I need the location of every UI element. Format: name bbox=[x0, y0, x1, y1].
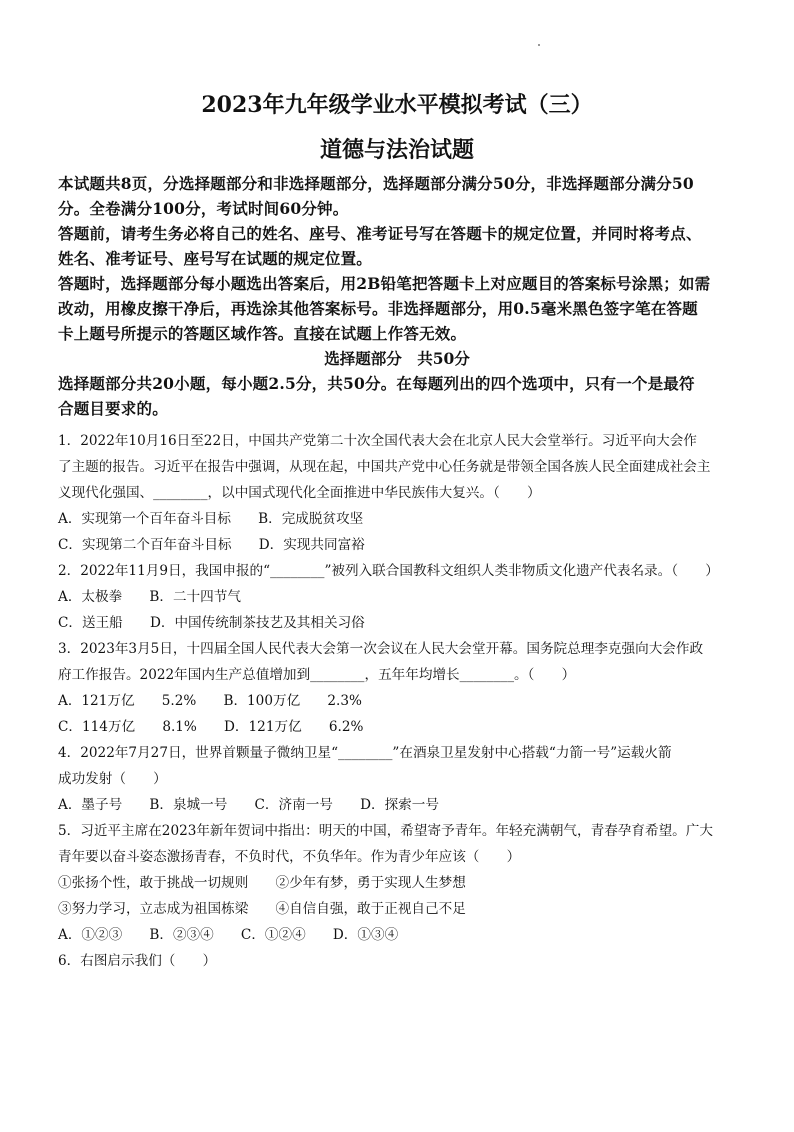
question-line: 2．2022年11月9日，我国申报的“________”被列入联合国教科文组织人类非物质文化遗产代表名录。（ ） bbox=[58, 563, 719, 579]
question-option: A．实现第一个百年奋斗目标 B．完成脱贫攻坚 bbox=[58, 511, 364, 527]
question-option: ①张扬个性，敢于挑战一切规则 ②少年有梦，勇于实现人生梦想 bbox=[58, 875, 466, 891]
scan-speck bbox=[538, 44, 540, 46]
instruction-line: 答题前，请考生务必将自己的姓名、座号、准考证号写在答题卡的规定位置，并同时将考点、 bbox=[58, 224, 702, 243]
instruction-line: 卡上题号所提示的答题区域作答。直接在试题上作答无效。 bbox=[58, 324, 467, 343]
exam-subtitle: 道德与法治试题 bbox=[319, 137, 474, 163]
question-line: 了主题的报告。习近平在报告中强调，从现在起，中国共产党中心任务就是带领全国各族人民全面建成社会主 bbox=[58, 459, 711, 475]
question-line: 义现代化强国、________，以中国式现代化全面推进中华民族伟大复兴。（ ） bbox=[58, 485, 541, 501]
question-option: A．①②③ B．②③④ C．①②④ D．①③④ bbox=[58, 927, 399, 943]
question-option: A．太极拳 B．二十四节气 bbox=[58, 589, 241, 605]
instruction-line: 答题时，选择题部分每小题选出答案后，用2B铅笔把答题卡上对应题目的答案标号涂黑；如需 bbox=[58, 274, 711, 293]
instruction-line: 分。全卷满分100分，考试时间60分钟。 bbox=[58, 199, 349, 218]
instruction-line: 姓名、准考证号、座号写在试题的规定位置。 bbox=[58, 249, 373, 268]
section-description: 选择题部分共20小题，每小题2.5分，共50分。在每题列出的四个选项中，只有一个是最符 bbox=[58, 374, 695, 393]
question-line: 5．习近平主席在2023年新年贺词中指出：明天的中国，希望寄予青年。年轻充满朝气，青春孕育希望。广大 bbox=[58, 823, 713, 839]
question-option: C．送王船 D．中国传统制茶技艺及其相关习俗 bbox=[58, 615, 365, 631]
question-line: 府工作报告。2022年国内生产总值增加到________，五年年均增长________。（ ） bbox=[58, 667, 576, 683]
question-line: 青年要以奋斗姿态激扬青春，不负时代，不负华年。作为青少年应该（ ） bbox=[58, 849, 521, 865]
question-option: C．114万亿 8.1% D．121万亿 6.2% bbox=[58, 719, 364, 735]
section-description: 合题目要求的。 bbox=[58, 399, 168, 418]
section-title: 选择题部分 共50分 bbox=[324, 349, 470, 368]
question-line: 3．2023年3月5日，十四届全国人民代表大会第一次会议在人民大会堂开幕。国务院总理李克强向大会作政 bbox=[58, 641, 704, 657]
question-line: 成功发射（ ） bbox=[58, 771, 167, 787]
question-line: 6．右图启示我们（ ） bbox=[58, 953, 217, 969]
question-line: 4．2022年7月27日，世界首颗量子微纳卫星“________”在酒泉卫星发射中心搭载“力箭一号”运载火箭 bbox=[58, 745, 672, 761]
question-option: A．121万亿 5.2% B．100万亿 2.3% bbox=[58, 693, 362, 709]
question-option: A．墨子号 B．泉城一号 C．济南一号 D．探索一号 bbox=[58, 797, 439, 813]
question-line: 1．2022年10月16日至22日，中国共产党第二十次全国代表大会在北京人民大会堂举行。习近平向大会作 bbox=[58, 433, 697, 449]
instruction-line: 改动，用橡皮擦干净后，再选涂其他答案标号。非选择题部分，用0.5毫米黑色签字笔在答题 bbox=[58, 299, 698, 318]
question-option: C．实现第二个百年奋斗目标 D．实现共同富裕 bbox=[58, 537, 365, 553]
instruction-line: 本试题共8页，分选择题部分和非选择题部分，选择题部分满分50分，非选择题部分满分50 bbox=[58, 174, 694, 193]
question-option: ③努力学习，立志成为祖国栋梁 ④自信自强，敢于正视自己不足 bbox=[58, 901, 466, 917]
exam-title: 2023年九年级学业水平模拟考试（三） bbox=[201, 92, 593, 118]
